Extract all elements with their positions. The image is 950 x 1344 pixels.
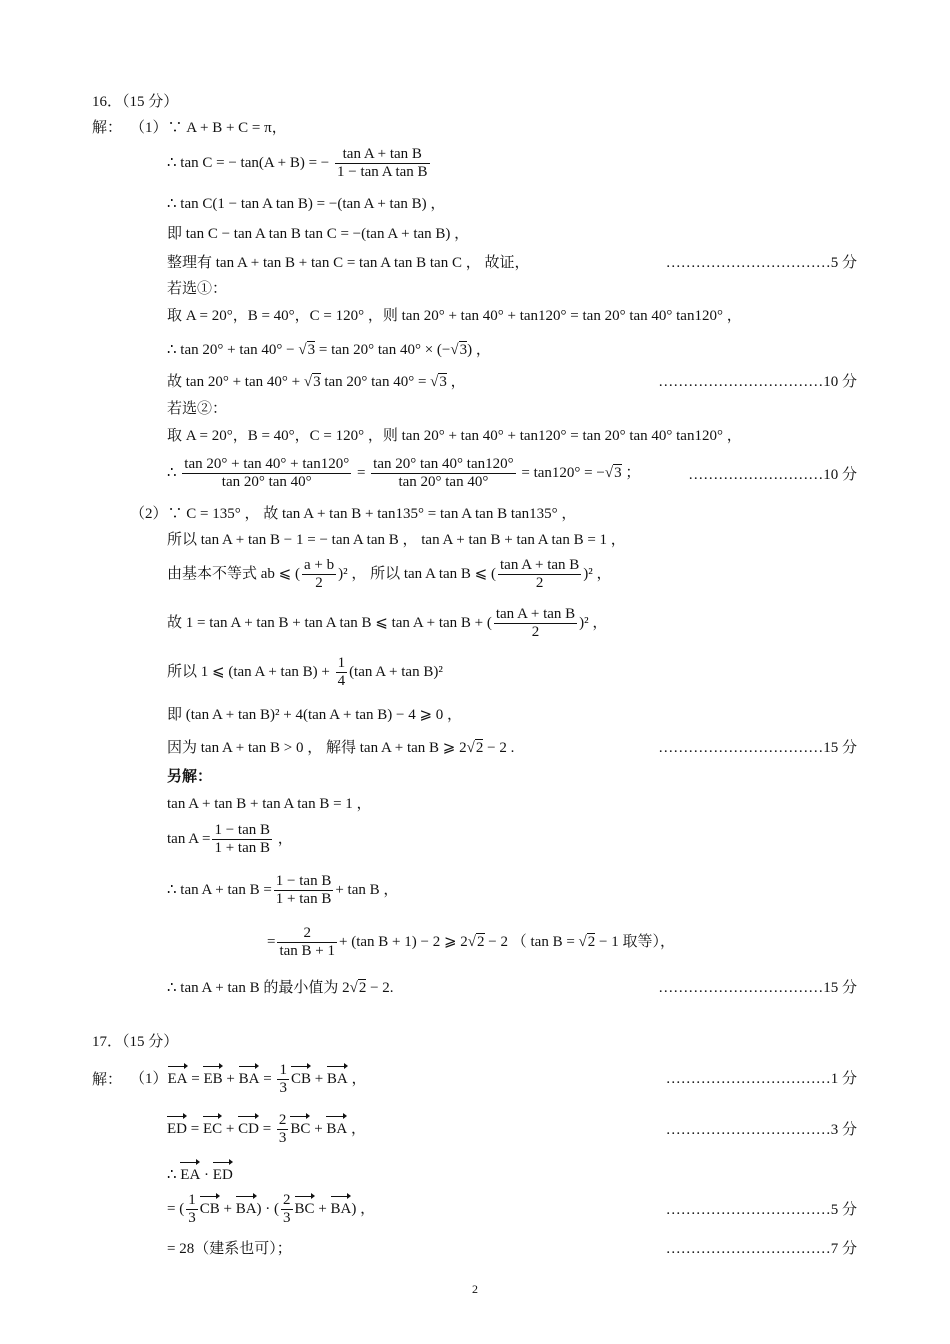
- alt-line5: ∴ tan A + tan B 的最小值为 2√2 − 2.: [167, 980, 394, 996]
- option1-line1: 取 A = 20°，B = 40°，C = 120° ，则 tan 20° + tan 40° + tan120° = tan 20° tan 40° tan120° ，: [167, 308, 742, 324]
- q16-solution-label: 解：: [92, 120, 123, 136]
- part2-line1: （2）∵ C = 135° ， 故 tan A + tan B + tan135° = tan A tan B tan135° ，: [130, 506, 577, 522]
- part2-line3: 由基本不等式 ab ⩽ ( $\frac{a + b}{2}$ )² ， 所以 tan A tan B ⩽ ( $\frac{\text{tan A + tan B}}{2}$ )² ，: [167, 557, 612, 591]
- fraction: $\frac{a + b}{2}$: [303, 557, 335, 591]
- part2-line4: 故 1 = tan A + tan B + tan A tan B ⩽ tan A + tan B + ( $\frac{\text{tan A + tan B}}{2}$ )² ，: [167, 606, 608, 640]
- fraction: $\frac{1}{3}$: [188, 1192, 196, 1226]
- fraction: $\frac{2}{\text{tan B + 1}}$: [279, 925, 336, 959]
- fraction: $\frac{\text{tan A + tan B}}{\text{1 − tan A tan B}}$: [337, 146, 428, 180]
- option2-line1: 取 A = 20°，B = 40°，C = 120° ，则 tan 20° + tan 40° + tan120° = tan 20° tan 40° tan120° ，: [167, 428, 742, 444]
- q17-header: 17．（15 分）: [92, 1034, 179, 1050]
- score-mark: ……………………………5 分: [665, 1202, 857, 1218]
- page-number: 2: [472, 1282, 478, 1296]
- part2-line7: 因为 tan A + tan B > 0 ， 解得 tan A + tan B ⩾ 2√2 − 2 .: [167, 740, 515, 756]
- q17-line4: = ( $\frac{1}{3}$ CB + BA) · ( $\frac{2}{3}$ BC + BA) ，: [167, 1192, 376, 1226]
- score-mark: ……………………………15 分: [658, 980, 857, 996]
- part2-line6: 即 (tan A + tan B)² + 4(tan A + tan B) − 4 ⩾ 0 ，: [167, 707, 463, 723]
- score-mark: ……………………………10 分: [658, 374, 857, 390]
- fraction: $\frac{\tan 20^\circ + \tan 40^\circ + \tan 120^\circ}{\tan 20^\circ \tan 40^\circ}$: [184, 456, 350, 490]
- fraction: $\frac{1}{3}$: [279, 1062, 287, 1096]
- score-mark: ……………………………5 分: [665, 255, 857, 271]
- option2-line2: ∴ $\frac{\tan 20^\circ + \tan 40^\circ + \tan 120^\circ}{\tan 20^\circ \tan 40^\circ}$ = $\frac{\tan 20^\circ \tan 40^\circ \tan 120^\circ}{\tan 20^\circ \tan 40^\circ}$ = tan120° = −√3 ；: [167, 456, 641, 490]
- score-mark: ……………………………15 分: [658, 740, 857, 756]
- score-mark: ……………………………3 分: [665, 1122, 857, 1138]
- part2-line2: 所以 tan A + tan B − 1 = − tan A tan B ， tan A + tan B + tan A tan B = 1 ，: [167, 532, 626, 548]
- score-mark: ………………………10 分: [688, 467, 857, 483]
- q16-header: 16．（15 分）: [92, 94, 179, 110]
- score-mark: ……………………………1 分: [665, 1071, 857, 1087]
- q17-line2: ED = EC + CD = $\frac{2}{3}$ BC + BA ，: [167, 1112, 367, 1146]
- q17-solution-label: 解：: [92, 1072, 123, 1088]
- option2-label: 若选②：: [167, 401, 228, 417]
- score-mark: ……………………………7 分: [665, 1241, 857, 1257]
- alt-solution-title: 另解：: [167, 769, 213, 785]
- q16-line3: ∴ tan C(1 − tan A tan B) = −(tan A + tan B) ，: [167, 196, 446, 212]
- alt-line4: = $\frac{2}{\text{tan B + 1}}$ + (tan B + 1) − 2 ⩾ 2√2 − 2 （ tan B = √2 − 1 取等），: [267, 925, 675, 959]
- fraction: $\frac{\text{tan A + tan B}}{2}$: [495, 606, 576, 640]
- option1-line3: 故 tan 20° + tan 40° + √3 tan 20° tan 40° = √3 ，: [167, 374, 466, 390]
- alt-line1: tan A + tan B + tan A tan B = 1 ，: [167, 796, 372, 812]
- q16-line5: 整理有 tan A + tan B + tan C = tan A tan B tan C ， 故证，: [167, 255, 530, 271]
- fraction: $\frac{\text{1 − tan B}}{\text{1 + tan B}}$: [275, 873, 332, 907]
- alt-line2: tan A = $\frac{\text{1 − tan B}}{\text{1 + tan B}}$ ，: [167, 822, 293, 856]
- q16-line1: （1）∵ A + B + C = π，: [130, 120, 287, 136]
- q17-line3: ∴ EA · ED: [167, 1167, 233, 1183]
- part2-line5: 所以 1 ⩽ (tan A + tan B) + $\frac{1}{4}$ (tan A + tan B)²: [167, 655, 443, 689]
- alt-line3: ∴ tan A + tan B = $\frac{\text{1 − tan B}}{\text{1 + tan B}}$ + tan B ，: [167, 873, 399, 907]
- q16-line4: 即 tan C − tan A tan B tan C = −(tan A + tan B) ，: [167, 226, 470, 242]
- fraction: $\frac{\text{1 − tan B}}{\text{1 + tan B}}$: [214, 822, 271, 856]
- fraction: $\frac{\tan 20^\circ \tan 40^\circ \tan 120^\circ}{\tan 20^\circ \tan 40^\circ}$: [373, 456, 514, 490]
- option1-label: 若选①：: [167, 281, 228, 297]
- fraction: $\frac{\text{tan A + tan B}}{2}$: [500, 557, 580, 591]
- fraction: $\frac{2}{3}$: [283, 1192, 291, 1226]
- q17-line1: （1）EA = EB + BA = $\frac{1}{3}$ CB + BA ，: [130, 1062, 367, 1096]
- q17-line5: = 28（建系也可）；: [167, 1241, 292, 1257]
- fraction: $\frac{2}{3}$: [278, 1112, 287, 1146]
- q16-line2: ∴ tan C = − tan(A + B) = − $\frac{\text{tan A + tan B}}{\text{1 − tan A tan B}}$: [167, 146, 428, 180]
- option1-line2: ∴ tan 20° + tan 40° − √3 = tan 20° tan 40° × (−√3) ，: [167, 342, 491, 358]
- fraction: $\frac{1}{4}$: [337, 655, 346, 689]
